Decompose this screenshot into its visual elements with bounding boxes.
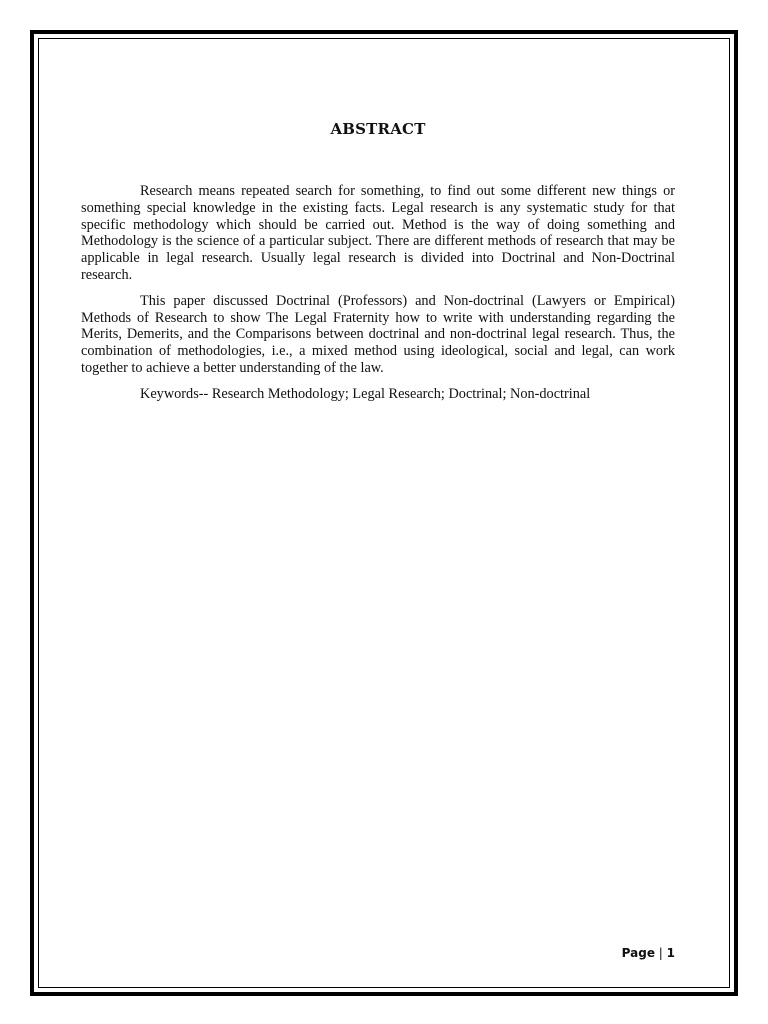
abstract-paragraph-1: Research means repeated search for something, to find out some different new things or something special knowledge in the existing facts. Legal research is any systematic study for that specific methodology which should be carried out. Method is the way of doing something and Methodology is the science of a particular subject. There are different methods of research that may be applicable in legal research. Usually legal research is divided into Doctrinal and Non-Doctrinal research. xyxy=(81,183,675,283)
page-footer xyxy=(622,946,675,960)
abstract-paragraph-2: This paper discussed Doctrinal (Professors) and Non-doctrinal (Lawyers or Empirical) Methods of Research to show The Legal Fraternity how to write with understanding regarding the Merits, Demerits, and the Comparisons between doctrinal and non-doctrinal legal research. Thus, the combination of methodologies, i.e., a mixed method using ideological, social and legal, can work together to achieve a better understanding of the law. xyxy=(81,292,675,376)
page-label: Page xyxy=(621,946,655,960)
document-body xyxy=(81,120,675,403)
page-separator: | xyxy=(654,946,667,960)
page-number: 1 xyxy=(666,946,675,960)
abstract-title: ABSTRACT xyxy=(330,120,426,138)
keywords-line: Keywords-- Research Methodology; Legal Research; Doctrinal; Non-doctrinal xyxy=(140,385,591,402)
